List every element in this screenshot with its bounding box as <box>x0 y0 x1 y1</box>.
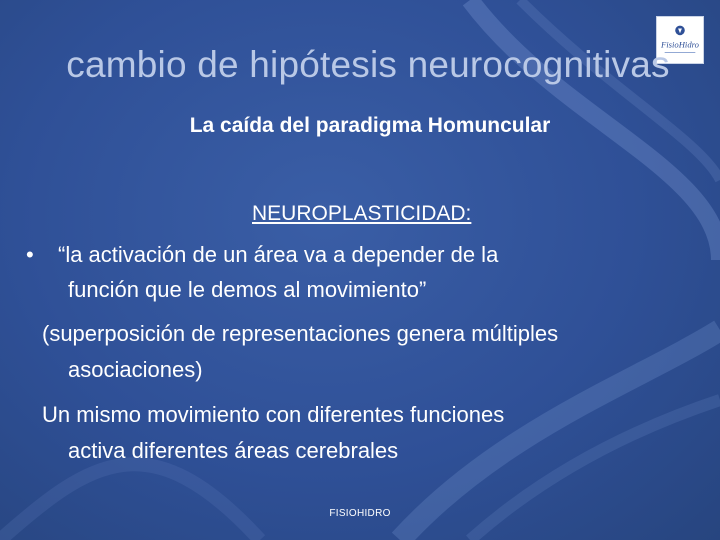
paragraph-line: (superposición de representaciones genera múltiples <box>42 321 559 346</box>
slide-footer: FISIOHIDRO <box>329 508 391 519</box>
paragraph-line: función que le demos al movimiento” <box>68 277 427 302</box>
bullet-dot: • <box>26 242 34 267</box>
paragraph-line: asociaciones) <box>68 357 203 382</box>
slide-title: cambio de hipótesis neurocognitivas <box>66 44 670 85</box>
slide-subtitle: La caída del paradigma Homuncular <box>189 114 551 137</box>
paragraph-line: “la activación de un área va a depender de la <box>58 242 499 267</box>
section-heading: NEUROPLASTICIDAD: <box>252 202 472 225</box>
paragraph-line: Un mismo movimiento con diferentes funciones <box>42 402 505 427</box>
paragraph-line: activa diferentes áreas cerebrales <box>68 438 399 463</box>
logo-text: FisioHidro <box>661 39 699 50</box>
